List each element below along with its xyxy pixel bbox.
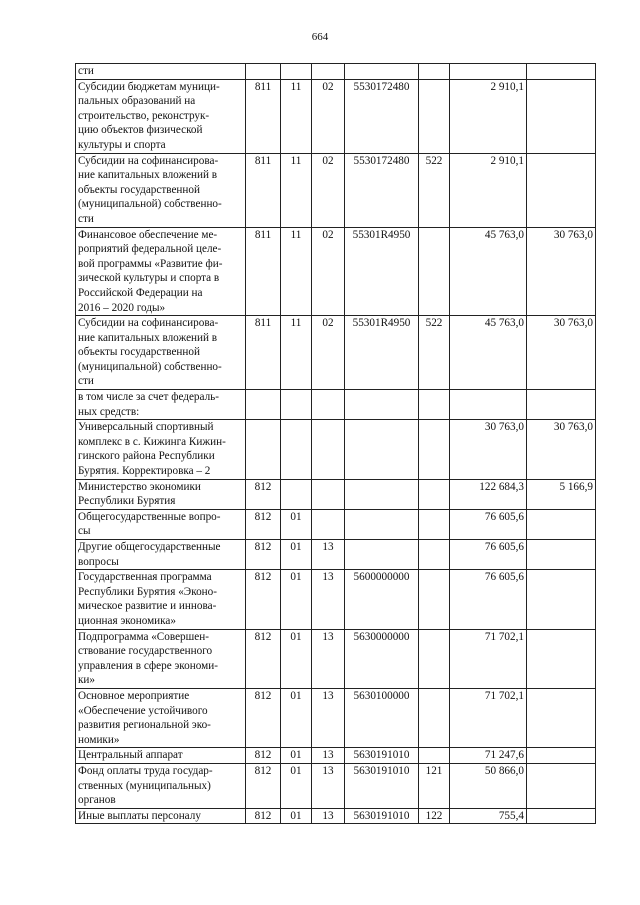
cell-amount-total: 50 866,0 [450, 763, 527, 808]
cell-expense-type: 522 [419, 316, 450, 390]
cell-subsection [312, 390, 345, 420]
table-row [76, 479, 596, 509]
cell-subsection: 13 [312, 763, 345, 808]
cell-target-article: 5630100000 [345, 688, 419, 747]
cell-section [281, 479, 312, 509]
cell-expense-type [419, 420, 450, 479]
item-name-line: ственных (муниципальных) [78, 779, 211, 792]
cell-amount-total [450, 64, 527, 80]
cell-amount-federal [527, 808, 596, 824]
item-name-line: Республики Бурятия «Эконо- [78, 585, 217, 598]
cell-target-article [345, 390, 419, 420]
table-row [76, 79, 596, 153]
cell-amount-federal [527, 540, 596, 570]
cell-amount-federal [527, 390, 596, 420]
cell-amount-federal [527, 79, 596, 153]
table-body [76, 64, 596, 824]
cell-item-name [76, 570, 246, 629]
item-name-line: комплекс в с. Кижинга Кижин- [78, 435, 226, 448]
table-row [76, 748, 596, 764]
item-name-line: органов [78, 794, 116, 807]
cell-grbs: 811 [246, 79, 281, 153]
item-name-line: Государственная программа [78, 571, 212, 584]
table-row [76, 763, 596, 808]
cell-item-name [76, 540, 246, 570]
item-name-line: Субсидии на софинансирова- [78, 154, 219, 167]
item-name-line: ние капитальных вложений в [78, 169, 218, 182]
cell-expense-type [419, 688, 450, 747]
cell-section: 01 [281, 509, 312, 539]
cell-amount-federal [527, 629, 596, 688]
cell-grbs [246, 390, 281, 420]
cell-amount-federal [527, 509, 596, 539]
item-name-line: объекты государственной [78, 346, 200, 359]
cell-amount-total: 76 605,6 [450, 540, 527, 570]
cell-item-name [76, 509, 246, 539]
cell-expense-type: 122 [419, 808, 450, 824]
cell-grbs [246, 420, 281, 479]
cell-section: 11 [281, 227, 312, 316]
cell-amount-total: 71 702,1 [450, 629, 527, 688]
table-row [76, 420, 596, 479]
cell-target-article: 5630191010 [345, 763, 419, 808]
cell-amount-federal: 5 166,9 [527, 479, 596, 509]
cell-grbs: 812 [246, 763, 281, 808]
cell-amount-total: 122 684,3 [450, 479, 527, 509]
item-name-line: культуры и спорта [78, 138, 166, 151]
cell-item-name [76, 153, 246, 227]
cell-expense-type: 121 [419, 763, 450, 808]
cell-subsection: 02 [312, 153, 345, 227]
cell-expense-type [419, 509, 450, 539]
cell-amount-federal [527, 153, 596, 227]
cell-amount-total: 71 247,6 [450, 748, 527, 764]
item-name-line: ние капитальных вложений в [78, 331, 218, 344]
cell-subsection [312, 64, 345, 80]
item-name-line: ки» [78, 674, 96, 687]
cell-grbs: 812 [246, 509, 281, 539]
item-name-line: ных средств: [78, 405, 140, 418]
cell-grbs: 811 [246, 153, 281, 227]
cell-expense-type [419, 570, 450, 629]
cell-subsection: 13 [312, 629, 345, 688]
cell-target-article [345, 479, 419, 509]
cell-section: 01 [281, 540, 312, 570]
cell-amount-federal [527, 748, 596, 764]
cell-amount-federal: 30 763,0 [527, 227, 596, 316]
item-name-line: Министерство экономики [78, 480, 201, 493]
cell-subsection: 02 [312, 316, 345, 390]
cell-target-article: 5530172480 [345, 79, 419, 153]
cell-grbs: 812 [246, 748, 281, 764]
cell-amount-federal: 30 763,0 [527, 420, 596, 479]
cell-target-article [345, 509, 419, 539]
cell-target-article: 5630191010 [345, 808, 419, 824]
cell-amount-federal [527, 763, 596, 808]
cell-expense-type [419, 629, 450, 688]
item-name-line: гинского района Республики [78, 450, 215, 463]
cell-expense-type [419, 64, 450, 80]
item-name-line: 2016 – 2020 годы» [78, 301, 166, 314]
cell-amount-total: 45 763,0 [450, 316, 527, 390]
item-name-line: Центральный аппарат [78, 749, 183, 762]
item-name-line: Другие общегосударственные [78, 541, 221, 553]
item-name-line: объекты государственной [78, 183, 200, 196]
cell-subsection: 13 [312, 808, 345, 824]
cell-amount-federal [527, 688, 596, 747]
cell-item-name [76, 390, 246, 420]
item-name-line: мическое развитие и иннова- [78, 600, 217, 613]
item-name-line: вой программы «Развитие фи- [78, 257, 223, 270]
cell-expense-type: 522 [419, 153, 450, 227]
item-name-line: роприятий федеральной целе- [78, 243, 222, 256]
cell-grbs: 812 [246, 688, 281, 747]
cell-item-name [76, 227, 246, 316]
item-name-line: Субсидии бюджетам муници- [78, 80, 220, 93]
item-name-line: управления в сфере экономи- [78, 659, 218, 672]
item-name-line: сы [78, 525, 91, 538]
item-name-line: пальных образований на [78, 95, 196, 108]
cell-section: 11 [281, 316, 312, 390]
cell-amount-federal [527, 570, 596, 629]
cell-target-article: 5530172480 [345, 153, 419, 227]
cell-amount-total: 71 702,1 [450, 688, 527, 747]
cell-target-article: 55301R4950 [345, 316, 419, 390]
cell-grbs: 812 [246, 570, 281, 629]
cell-target-article: 55301R4950 [345, 227, 419, 316]
item-name-line: (муниципальной) собственно- [78, 360, 222, 373]
cell-subsection [312, 420, 345, 479]
cell-target-article: 5630191010 [345, 748, 419, 764]
table-row [76, 227, 596, 316]
cell-amount-total: 2 910,1 [450, 153, 527, 227]
table-row [76, 64, 596, 80]
item-name-line: цию объектов физической [78, 124, 203, 137]
cell-item-name [76, 688, 246, 747]
cell-amount-total: 30 763,0 [450, 420, 527, 479]
cell-section: 01 [281, 688, 312, 747]
table-row [76, 540, 596, 570]
cell-grbs: 812 [246, 479, 281, 509]
cell-section: 01 [281, 808, 312, 824]
cell-item-name [76, 79, 246, 153]
cell-item-name [76, 763, 246, 808]
cell-subsection [312, 509, 345, 539]
item-name-line: в том числе за счет федераль- [78, 391, 219, 404]
item-name-line: номики» [78, 733, 120, 746]
item-name-line: Основное мероприятие [78, 689, 190, 702]
cell-grbs: 812 [246, 540, 281, 570]
cell-amount-total: 755,4 [450, 808, 527, 824]
cell-section [281, 64, 312, 80]
cell-item-name [76, 629, 246, 688]
table-row [76, 808, 596, 824]
item-name-line: Бурятия. Корректировка – 2 [78, 465, 211, 478]
item-name-line: зической культуры и спорта в [78, 272, 220, 285]
cell-target-article [345, 64, 419, 80]
cell-amount-total: 45 763,0 [450, 227, 527, 316]
table-row [76, 509, 596, 539]
item-name-line: Иные выплаты персоналу [78, 809, 201, 822]
cell-item-name [76, 479, 246, 509]
item-name-line: ционная экономика» [78, 614, 176, 627]
cell-item-name [76, 808, 246, 824]
table-row [76, 629, 596, 688]
cell-section [281, 390, 312, 420]
item-name-line: строительство, реконструк- [78, 109, 210, 122]
cell-item-name [76, 748, 246, 764]
cell-item-name [76, 420, 246, 479]
budget-table [75, 63, 596, 824]
item-name-line: Подпрограмма «Совершен- [78, 630, 209, 643]
item-name-line: ствование государственного [78, 645, 213, 658]
item-name-line: сти [78, 375, 94, 388]
item-name-line: сти [78, 212, 94, 225]
cell-target-article: 5630000000 [345, 629, 419, 688]
table-row [76, 390, 596, 420]
table-row [76, 153, 596, 227]
cell-amount-total [450, 390, 527, 420]
cell-expense-type [419, 479, 450, 509]
cell-section: 11 [281, 153, 312, 227]
cell-grbs: 811 [246, 227, 281, 316]
cell-expense-type [419, 227, 450, 316]
cell-target-article [345, 420, 419, 479]
cell-subsection: 13 [312, 688, 345, 747]
item-name-line: Универсальный спортивный [78, 421, 214, 434]
item-name-line: (муниципальной) собственно- [78, 198, 222, 211]
cell-grbs [246, 64, 281, 80]
cell-grbs: 812 [246, 808, 281, 824]
cell-section [281, 420, 312, 479]
table-row [76, 688, 596, 747]
cell-subsection: 13 [312, 570, 345, 629]
cell-target-article [345, 540, 419, 570]
item-name-line: Субсидии на софинансирова- [78, 317, 219, 330]
cell-amount-federal: 30 763,0 [527, 316, 596, 390]
item-name-line: вопросы [78, 555, 119, 568]
item-name-line: Фонд оплаты труда государ- [78, 764, 213, 777]
cell-item-name [76, 316, 246, 390]
cell-section: 11 [281, 79, 312, 153]
cell-expense-type [419, 390, 450, 420]
item-name-line: развития региональной эко- [78, 719, 211, 732]
cell-subsection [312, 479, 345, 509]
cell-grbs: 811 [246, 316, 281, 390]
cell-section: 01 [281, 570, 312, 629]
table-row [76, 316, 596, 390]
item-name-line: «Обеспечение устойчивого [78, 704, 208, 717]
cell-expense-type [419, 540, 450, 570]
cell-amount-total: 2 910,1 [450, 79, 527, 153]
cell-amount-total: 76 605,6 [450, 509, 527, 539]
cell-item-name [76, 64, 246, 80]
cell-section: 01 [281, 763, 312, 808]
cell-grbs: 812 [246, 629, 281, 688]
cell-subsection: 02 [312, 227, 345, 316]
cell-subsection: 13 [312, 748, 345, 764]
cell-amount-federal [527, 64, 596, 80]
item-name-line: Российской Федерации на [78, 286, 203, 299]
cell-section: 01 [281, 629, 312, 688]
page-number: 664 [311, 31, 329, 43]
item-name-line: сти [78, 65, 94, 77]
cell-subsection: 02 [312, 79, 345, 153]
cell-expense-type [419, 79, 450, 153]
cell-subsection: 13 [312, 540, 345, 570]
cell-expense-type [419, 748, 450, 764]
cell-amount-total: 76 605,6 [450, 570, 527, 629]
item-name-line: Общегосударственные вопро- [78, 510, 221, 523]
item-name-line: Финансовое обеспечение ме- [78, 228, 218, 241]
cell-section: 01 [281, 748, 312, 764]
table-row [76, 570, 596, 629]
cell-target-article: 5600000000 [345, 570, 419, 629]
item-name-line: Республики Бурятия [78, 495, 176, 508]
